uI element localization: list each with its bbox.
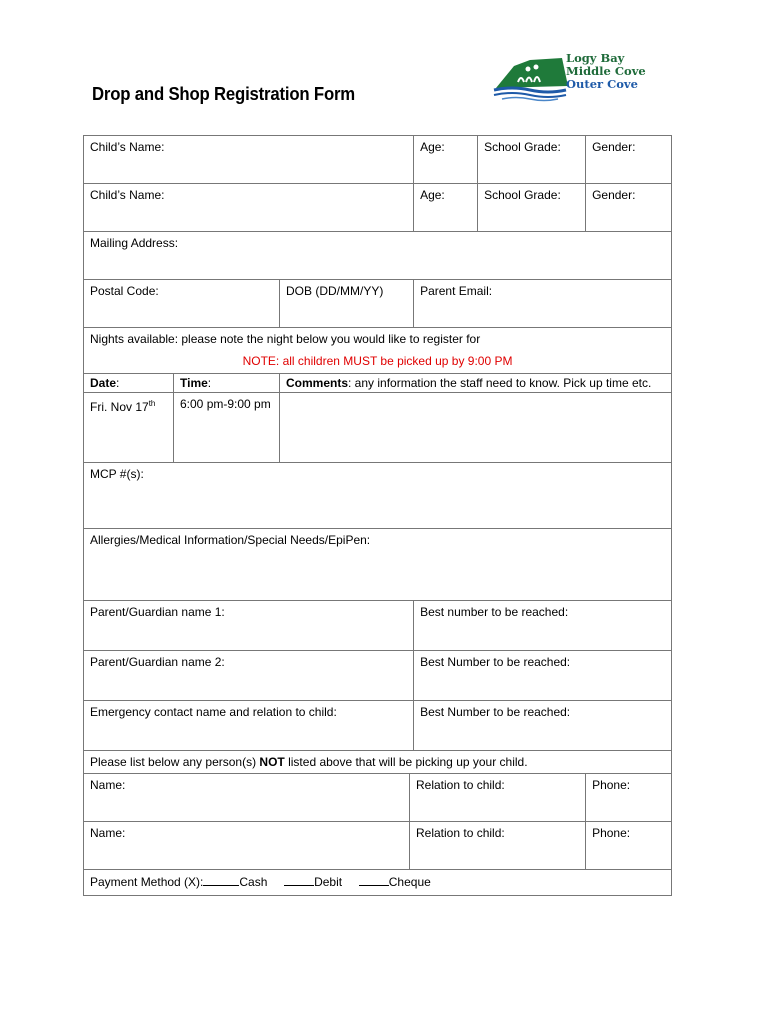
date-header: Date: bbox=[84, 374, 174, 393]
pickup-info-row bbox=[84, 751, 672, 774]
guardian2-name-field[interactable] bbox=[84, 651, 414, 701]
payment-label: Payment Method (X): bbox=[90, 875, 204, 889]
pickup-row-1 bbox=[84, 774, 672, 822]
phone-label: Phone: bbox=[592, 778, 631, 792]
emergency-label: Emergency contact name and relation to child: bbox=[90, 705, 337, 719]
debit-label: Debit bbox=[314, 875, 343, 889]
pickup-row-2 bbox=[84, 822, 672, 870]
parent-email-label: Parent Email: bbox=[420, 284, 493, 298]
allergies-row bbox=[84, 529, 672, 601]
school-grade-label: School Grade: bbox=[484, 140, 561, 154]
debit-blank[interactable] bbox=[284, 874, 314, 886]
gender-field-1[interactable] bbox=[586, 136, 672, 184]
guardian1-phone-field[interactable] bbox=[414, 601, 672, 651]
session-date[interactable] bbox=[84, 393, 174, 463]
guardian1-label: Parent/Guardian name 1: bbox=[90, 605, 225, 619]
page-title: Drop and Shop Registration Form bbox=[92, 84, 356, 104]
session-header-row bbox=[84, 374, 672, 393]
allergies-label: Allergies/Medical Information/Special Needs/EpiPen: bbox=[90, 533, 371, 547]
payment-method bbox=[84, 870, 672, 896]
child-name-label: Child’s Name: bbox=[90, 188, 165, 202]
child-name-label: Child’s Name: bbox=[90, 140, 165, 154]
session-row bbox=[84, 393, 672, 463]
registration-form-table bbox=[83, 135, 672, 896]
dob-field[interactable] bbox=[280, 280, 414, 328]
relation-label: Relation to child: bbox=[416, 826, 505, 840]
logo-line-2: Middle Cove bbox=[566, 64, 646, 78]
child-row-2 bbox=[84, 184, 672, 232]
relation-label: Relation to child: bbox=[416, 778, 505, 792]
mailing-address-field[interactable] bbox=[84, 232, 672, 280]
guardian2-phone-field[interactable] bbox=[414, 651, 672, 701]
school-grade-field-1[interactable] bbox=[478, 136, 586, 184]
mcp-field[interactable] bbox=[84, 463, 672, 529]
mcp-row bbox=[84, 463, 672, 529]
parent-email-field[interactable] bbox=[414, 280, 672, 328]
time-header: Time: bbox=[174, 374, 280, 393]
emergency-row bbox=[84, 701, 672, 751]
pickup-text-b: listed above that will be picking up your child. bbox=[284, 755, 528, 769]
child-name-field-2[interactable] bbox=[84, 184, 414, 232]
pickup-phone-field-2[interactable] bbox=[586, 822, 672, 870]
gender-label: Gender: bbox=[592, 140, 636, 154]
name-label: Name: bbox=[90, 778, 126, 792]
pickup-info bbox=[84, 751, 672, 774]
pickup-note: NOTE: all children MUST be picked up by 9:00 PM bbox=[242, 354, 513, 368]
logo-line-1: Logy Bay bbox=[566, 51, 625, 65]
pickup-name-field-2[interactable] bbox=[84, 822, 410, 870]
logo-text bbox=[566, 52, 646, 91]
pickup-name-field-1[interactable] bbox=[84, 774, 410, 822]
guardian1-name-field[interactable] bbox=[84, 601, 414, 651]
postal-row bbox=[84, 280, 672, 328]
session-time-text: 6:00 pm-9:00 pm bbox=[180, 397, 271, 411]
best-number1-label: Best number to be reached: bbox=[420, 605, 569, 619]
school-grade-label: School Grade: bbox=[484, 188, 561, 202]
guardian-row-1 bbox=[84, 601, 672, 651]
name-label: Name: bbox=[90, 826, 126, 840]
gender-field-2[interactable] bbox=[586, 184, 672, 232]
allergies-field[interactable] bbox=[84, 529, 672, 601]
guardian-row-2 bbox=[84, 651, 672, 701]
nights-info bbox=[84, 328, 672, 374]
comments-desc: : any information the staff need to know. Pick up time etc. bbox=[348, 376, 652, 390]
address-row bbox=[84, 232, 672, 280]
age-label: Age: bbox=[420, 140, 445, 154]
nights-text: Nights available: please note the night below you would like to register for bbox=[90, 332, 481, 346]
pickup-text-not: NOT bbox=[259, 755, 285, 769]
best-number2-label: Best Number to be reached: bbox=[420, 655, 571, 669]
age-label: Age: bbox=[420, 188, 445, 202]
guardian2-label: Parent/Guardian name 2: bbox=[90, 655, 225, 669]
payment-row bbox=[84, 870, 672, 896]
cash-label: Cash bbox=[239, 875, 268, 889]
school-grade-field-2[interactable] bbox=[478, 184, 586, 232]
emergency-contact-field[interactable] bbox=[84, 701, 414, 751]
child-name-field-1[interactable] bbox=[84, 136, 414, 184]
pickup-phone-field-1[interactable] bbox=[586, 774, 672, 822]
date-header-label: Date bbox=[90, 376, 117, 390]
postal-code-label: Postal Code: bbox=[90, 284, 159, 298]
mailing-address-label: Mailing Address: bbox=[90, 236, 179, 250]
session-comments-field[interactable] bbox=[280, 393, 672, 463]
session-time[interactable] bbox=[174, 393, 280, 463]
phone-label: Phone: bbox=[592, 826, 631, 840]
child-row-1 bbox=[84, 136, 672, 184]
cash-blank[interactable] bbox=[203, 874, 239, 886]
nights-row bbox=[84, 328, 672, 374]
pickup-relation-field-2[interactable] bbox=[410, 822, 586, 870]
mcp-label: MCP #(s): bbox=[90, 467, 144, 481]
pickup-text-a: Please list below any person(s) bbox=[90, 755, 260, 769]
logo-line-3: Outer Cove bbox=[566, 77, 638, 91]
best-number3-label: Best Number to be reached: bbox=[420, 705, 571, 719]
age-field-1[interactable] bbox=[414, 136, 478, 184]
emergency-phone-field[interactable] bbox=[414, 701, 672, 751]
dob-label: DOB (DD/MM/YY) bbox=[286, 284, 384, 298]
time-header-label: Time bbox=[180, 376, 208, 390]
gender-label: Gender: bbox=[592, 188, 636, 202]
cheque-label: Cheque bbox=[388, 875, 431, 889]
age-field-2[interactable] bbox=[414, 184, 478, 232]
session-date-text: Fri. Nov 17 bbox=[90, 400, 149, 414]
comments-header bbox=[280, 374, 672, 393]
session-date-suffix: th bbox=[148, 399, 156, 408]
postal-code-field[interactable] bbox=[84, 280, 280, 328]
pickup-relation-field-1[interactable] bbox=[410, 774, 586, 822]
comments-header-label: Comments bbox=[286, 376, 349, 390]
cheque-blank[interactable] bbox=[359, 874, 389, 886]
